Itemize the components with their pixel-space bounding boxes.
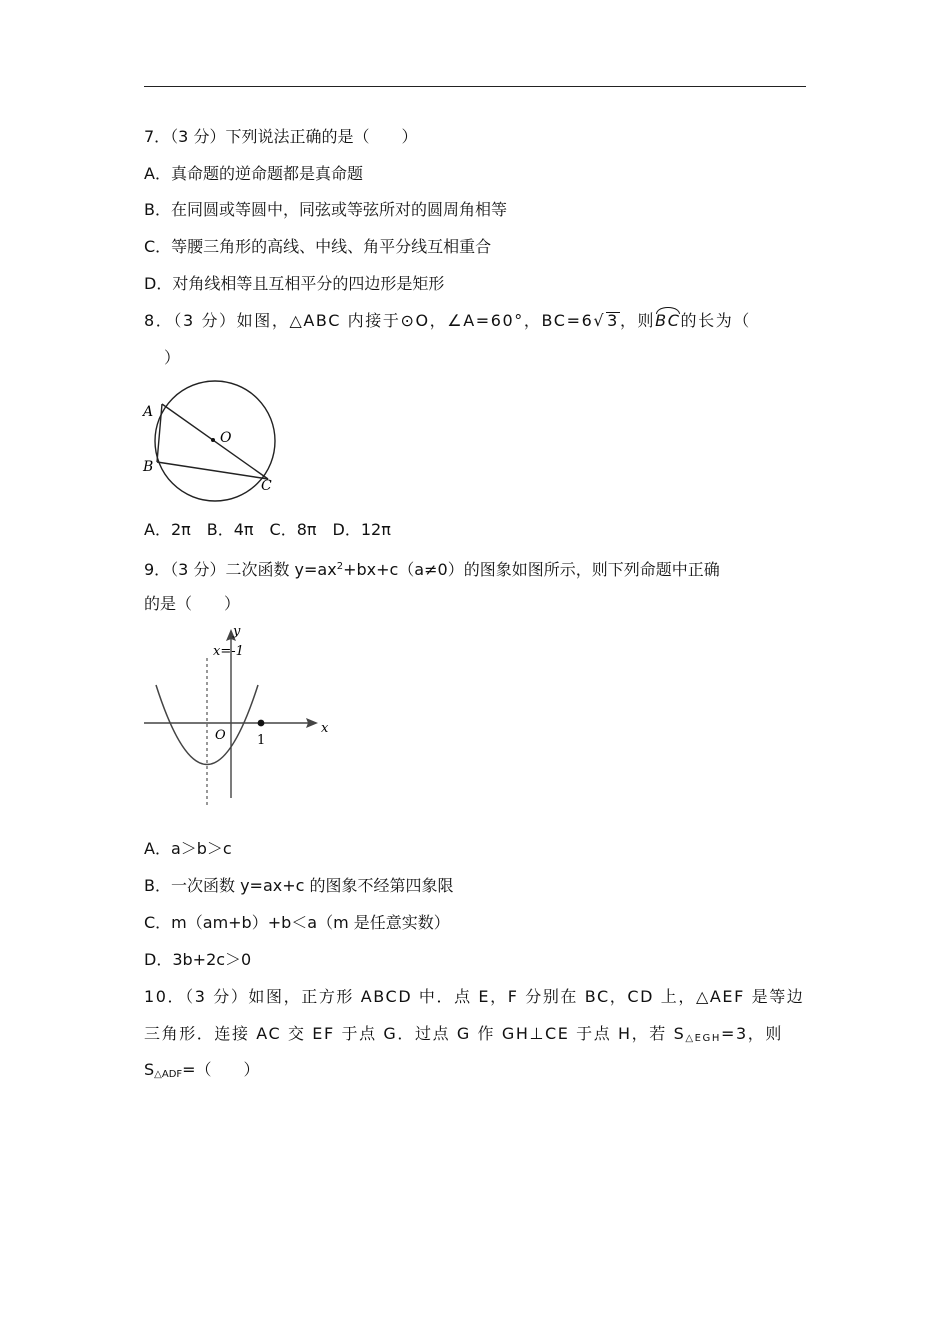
q8-stem-text: 8．（3 分）如图，△ABC 内接于⊙O，∠A=60°，BC=6	[144, 311, 594, 330]
q8-stem-text-3: 的长为（	[680, 311, 751, 330]
q10-line-2-end: =3，则	[721, 1024, 784, 1043]
exponent-2: 2	[336, 561, 344, 572]
q10-line-1: 10．（3 分）如图，正方形 ABCD 中．点 E，F 分别在 BC，CD 上，△AEF 是等边	[144, 987, 805, 1006]
q8-stem	[144, 311, 806, 331]
label-axis-equation: x=-1	[213, 644, 244, 659]
q10-s: S	[144, 1060, 155, 1079]
q10-line-2-text: 三角形．连接 AC 交 EF 于点 G．过点 G 作 GH⊥CE 于点 H，若 S	[144, 1024, 686, 1043]
q9-stem-text-2: +bx+c（a≠0）的图象如图所示，则下列命题中正确	[343, 560, 720, 579]
arc-bc: BC	[655, 311, 681, 330]
q9-option-c: C．m（am+b）+b＜a（m 是任意实数）	[144, 913, 450, 932]
q9-option-d: D．3b+2c＞0	[144, 950, 252, 969]
q9-stem-cont: 的是（ ）	[144, 594, 241, 613]
q10-line-2	[144, 1024, 783, 1049]
subscript-adf: △ADF	[154, 1069, 183, 1080]
q9-parabola-figure	[140, 620, 340, 805]
sqrt-radicand: 3	[607, 311, 619, 330]
q9-option-a: A．a＞b＞c	[144, 839, 232, 858]
point-x-1	[258, 720, 265, 727]
label-origin: O	[215, 728, 226, 743]
q8-stem-text-2: ，则	[619, 311, 656, 330]
q9-stem-text: 9．（3 分）二次函数 y=ax	[144, 560, 337, 579]
q10-line-3-end: =（ ）	[182, 1060, 260, 1079]
label-a: A	[143, 404, 154, 420]
subscript-egh: △EGH	[685, 1033, 722, 1044]
q8-circle-figure	[140, 372, 285, 502]
segment-ab	[157, 404, 162, 462]
q9-option-b: B．一次函数 y=ax+c 的图象不经第四象限	[144, 876, 454, 895]
label-one: 1	[257, 733, 266, 748]
label-c: C	[261, 478, 272, 494]
label-y: y	[233, 624, 241, 639]
segment-bc	[157, 462, 268, 479]
q10-line-3	[144, 1060, 260, 1085]
segment-ac	[162, 404, 268, 479]
label-x: x	[321, 721, 329, 736]
q7-stem: 7．（3 分）下列说法正确的是（ ）	[144, 127, 418, 146]
center-point-o	[211, 438, 215, 442]
q7-option-b: B．在同圆或等圆中，同弦或等弦所对的圆周角相等	[144, 200, 507, 219]
header-rule	[144, 86, 806, 87]
q7-option-a: A．真命题的逆命题都是真命题	[144, 164, 363, 183]
q7-option-c: C．等腰三角形的高线、中线、角平分线互相重合	[144, 237, 492, 256]
q8-stem-end: ）	[164, 348, 181, 367]
sqrt-sign: √	[593, 311, 606, 330]
label-b: B	[143, 459, 154, 475]
label-o: O	[220, 430, 232, 446]
q9-stem	[144, 557, 720, 580]
q8-options: A．2π B．4π C．8π D．12π	[144, 520, 391, 539]
q7-option-d: D．对角线相等且互相平分的四边形是矩形	[144, 274, 445, 293]
